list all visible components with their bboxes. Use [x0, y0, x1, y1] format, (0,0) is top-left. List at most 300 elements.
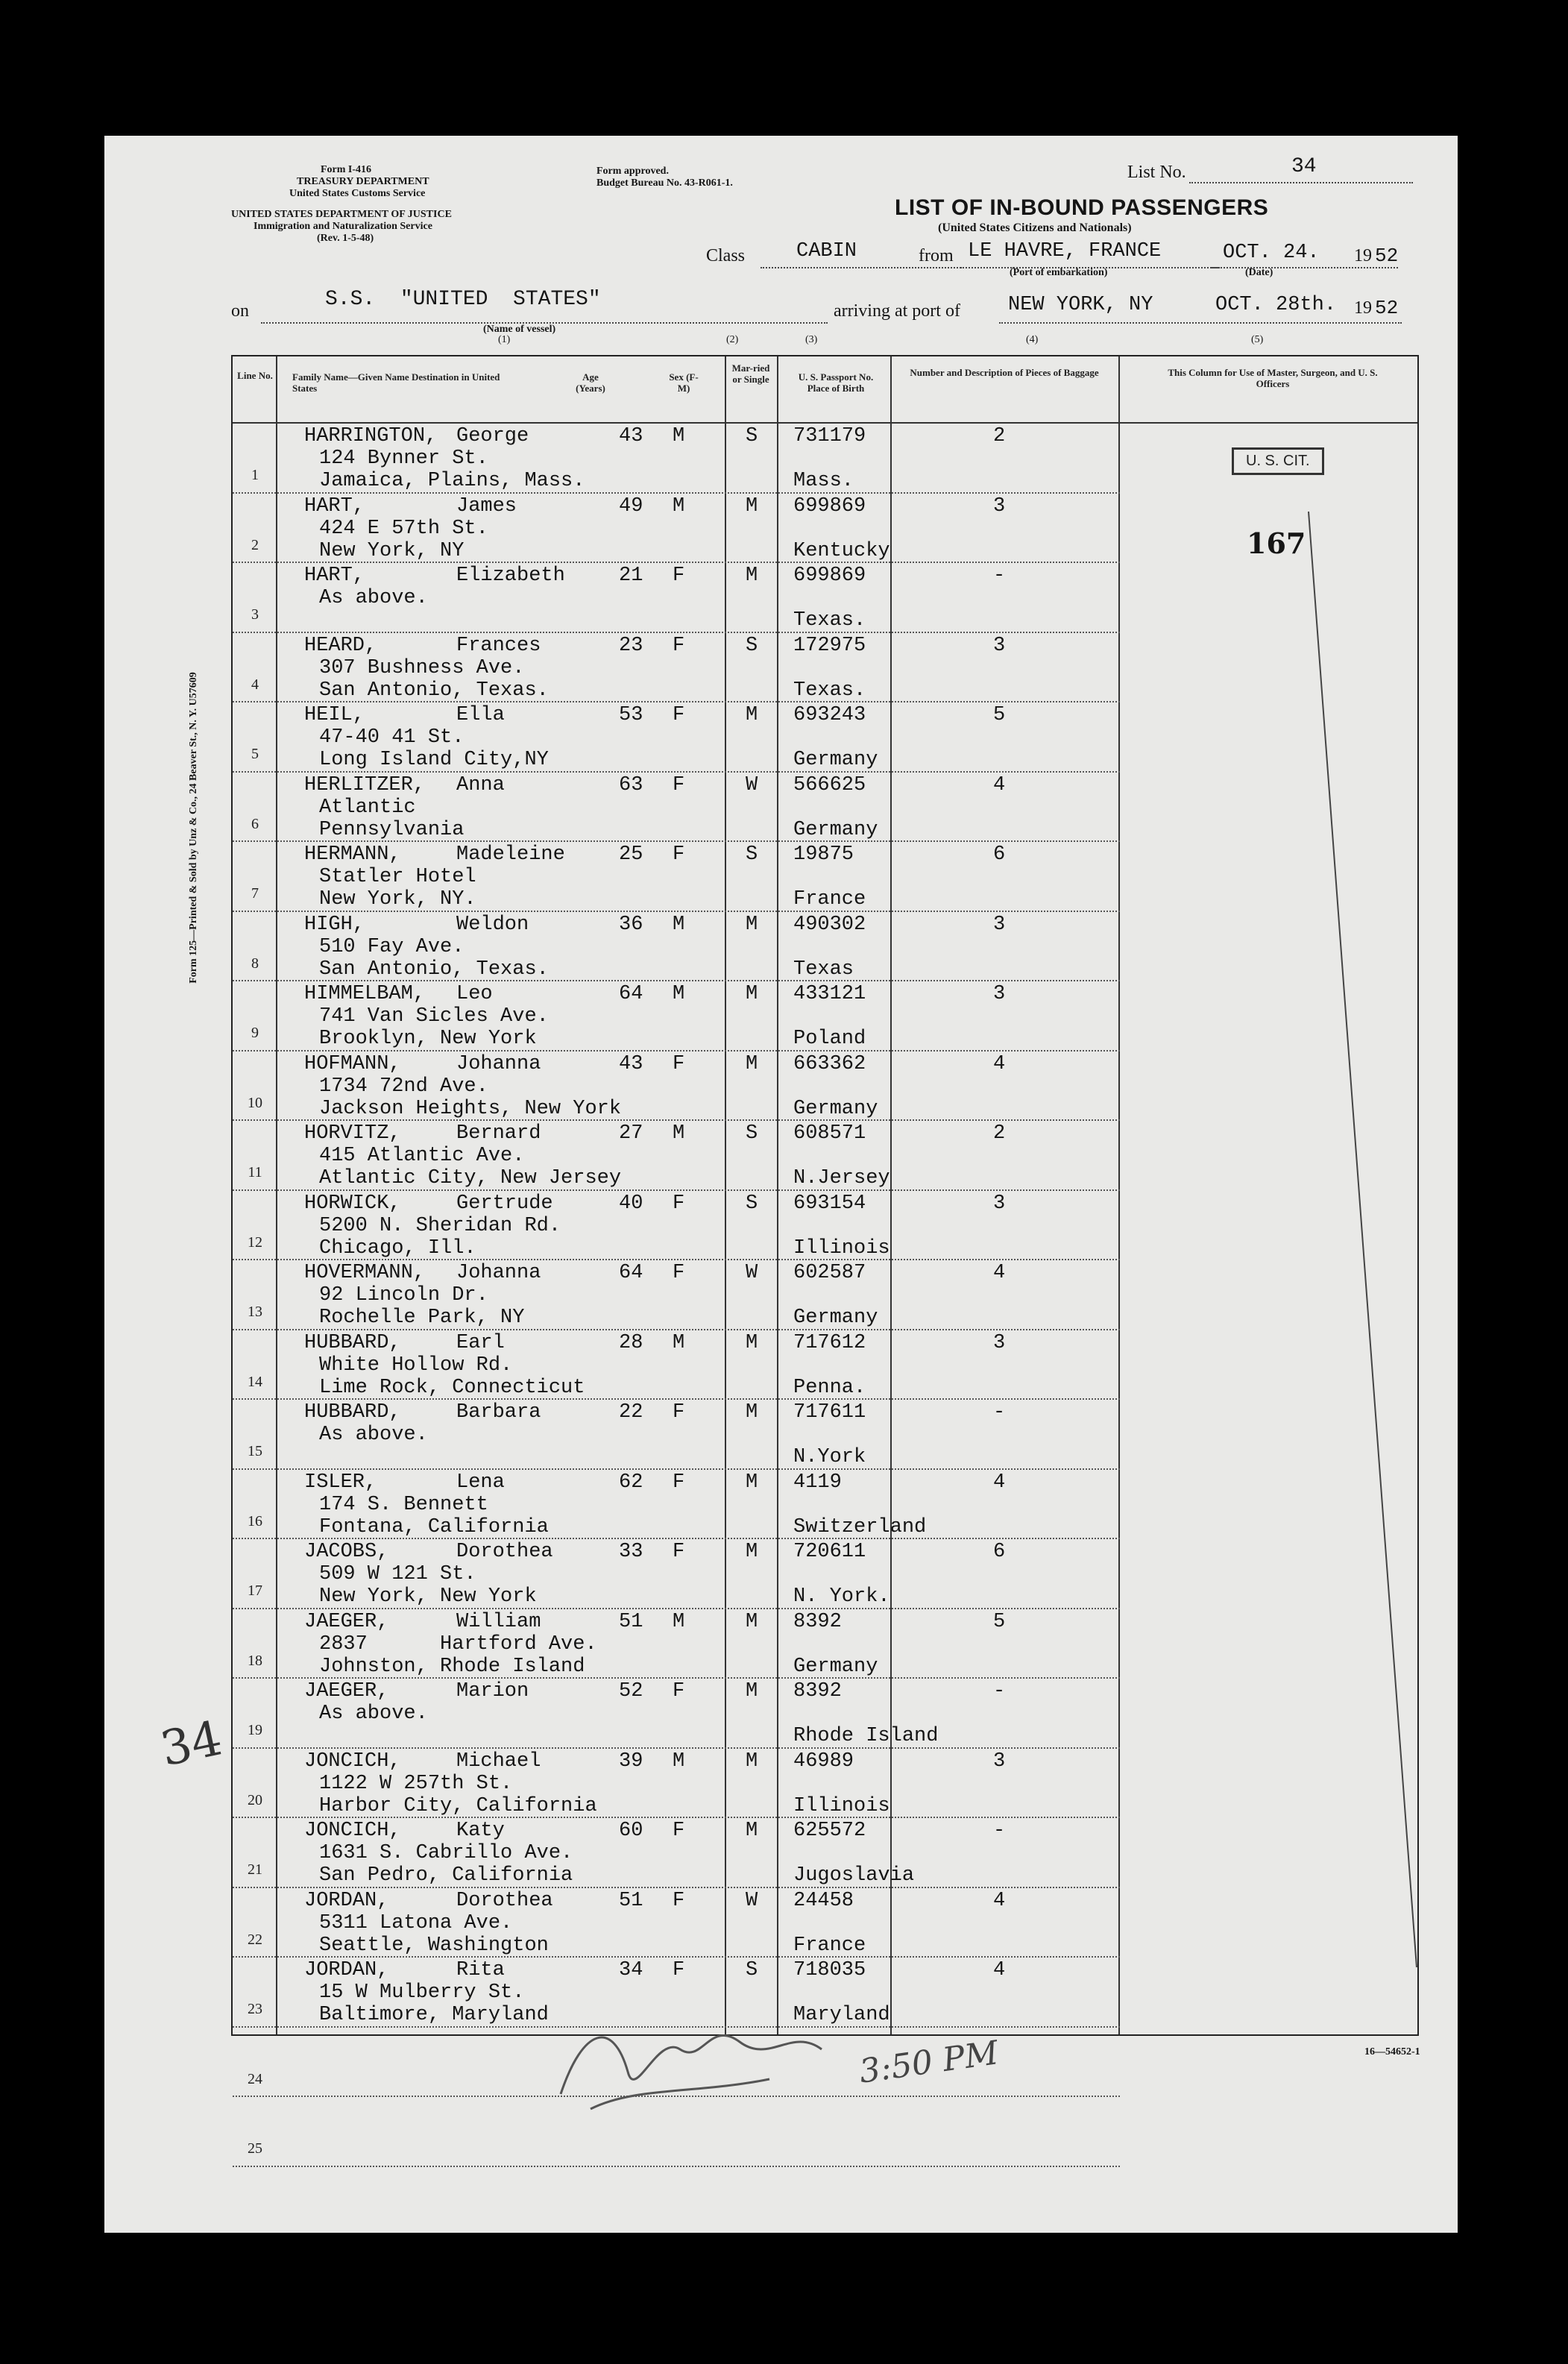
- address-line-1: 510 Fay Ave.: [319, 935, 465, 958]
- passenger-surname: HUBBARD,: [304, 1331, 401, 1354]
- inspection-time: 3:50 PM: [857, 2034, 1001, 2091]
- column-caption-1: (1): [498, 334, 511, 345]
- address-line-2: New York, NY.: [319, 888, 476, 911]
- passenger-given-name: James: [456, 494, 517, 518]
- passport-number: 720611: [793, 1541, 866, 1563]
- column-divider: [1118, 356, 1120, 2034]
- passenger-sex: F: [673, 1541, 685, 1563]
- passenger-surname: JACOBS,: [304, 1541, 389, 1563]
- marital-status: W: [746, 1262, 758, 1284]
- passenger-age: 34: [619, 1959, 643, 1981]
- passenger-sex: F: [673, 1052, 685, 1075]
- passenger-given-name: Leo: [456, 983, 493, 1005]
- passenger-surname: HEIL,: [304, 704, 365, 726]
- place-of-birth: Germany: [793, 1307, 878, 1329]
- address-line-2: Seattle, Washington: [319, 1934, 549, 1957]
- place-of-birth: Germany: [793, 818, 878, 841]
- list-no-value: 34: [1291, 155, 1317, 178]
- row-divider: [233, 1468, 1120, 1470]
- passenger-sex: F: [673, 1262, 685, 1284]
- class-label: Class: [706, 246, 746, 265]
- passenger-given-name: Michael: [456, 1750, 541, 1773]
- baggage-count: -: [993, 565, 1006, 587]
- col-header-baggage: Number and Description of Pieces of Baggage: [910, 367, 1099, 378]
- port-of-embarkation: LE HAVRE, FRANCE: [968, 240, 1162, 263]
- passenger-sex: M: [673, 1331, 685, 1354]
- place-of-birth: Rhode Island: [793, 1725, 939, 1747]
- passenger-surname: HUBBARD,: [304, 1401, 401, 1424]
- column-divider: [276, 356, 277, 2034]
- departure-year-suffix: 52: [1375, 245, 1399, 267]
- place-of-birth: Penna.: [793, 1376, 866, 1399]
- passenger-surname: HORVITZ,: [304, 1122, 401, 1145]
- address-line-2: Jamaica, Plains, Mass.: [319, 470, 585, 492]
- passenger-age: 49: [619, 494, 643, 518]
- line-number: 3: [251, 606, 259, 623]
- passenger-given-name: Barbara: [456, 1401, 541, 1424]
- baggage-count: 3: [993, 1331, 1006, 1354]
- col-header-age: Age (Years): [576, 371, 605, 394]
- line-number: 20: [248, 1791, 262, 1808]
- place-of-birth: Germany: [793, 749, 878, 771]
- marital-status: S: [746, 634, 758, 657]
- passenger-sex: F: [673, 704, 685, 726]
- on-label: on: [231, 301, 249, 321]
- baggage-count: 3: [993, 1750, 1006, 1773]
- passenger-age: 43: [619, 425, 643, 447]
- passenger-sex: M: [673, 983, 685, 1005]
- line-number: 7: [251, 885, 259, 902]
- address-line-2: Baltimore, Maryland: [319, 2004, 549, 2026]
- passenger-surname: HERMANN,: [304, 843, 401, 866]
- baggage-count: -: [993, 1401, 1006, 1424]
- class-value: CABIN: [796, 240, 857, 263]
- passenger-surname: JORDAN,: [304, 1959, 389, 1981]
- address-line-2: Long Island City,NY: [319, 749, 549, 771]
- passenger-given-name: Rita: [456, 1959, 505, 1981]
- baggage-count: 5: [993, 704, 1006, 726]
- line-number: 15: [248, 1443, 262, 1459]
- line-number: 8: [251, 955, 259, 972]
- column-caption-3: (3): [805, 334, 818, 345]
- passenger-age: 51: [619, 1610, 643, 1633]
- printer-side-text: Form 125—Printed & Sold by Unz & Co., 24 Beaver St., N. Y. U57609: [188, 672, 199, 984]
- passenger-given-name: Anna: [456, 773, 505, 796]
- address-line-1: 509 W 121 St.: [319, 1563, 476, 1585]
- vessel-caption: (Name of vessel): [483, 324, 556, 335]
- place-of-birth: Germany: [793, 1097, 878, 1120]
- address-line-2: Harbor City, California: [319, 1794, 597, 1817]
- address-line-2: Pennsylvania: [319, 818, 465, 841]
- passenger-sex: F: [673, 634, 685, 657]
- passenger-sex: F: [673, 843, 685, 866]
- passport-number: 663362: [793, 1052, 866, 1075]
- address-line-1: 124 Bynner St.: [319, 447, 488, 470]
- departure-date: OCT. 24.: [1223, 242, 1320, 264]
- arrival-date: OCT. 28th.: [1215, 294, 1337, 316]
- baggage-count: 3: [993, 494, 1006, 518]
- passenger-age: 27: [619, 1122, 643, 1145]
- line-number: 2: [251, 536, 259, 553]
- passenger-age: 64: [619, 983, 643, 1005]
- date-caption: (Date): [1245, 267, 1273, 278]
- line-number: 16: [248, 1512, 262, 1530]
- address-line-2: Lime Rock, Connecticut: [319, 1376, 585, 1399]
- passenger-sex: F: [673, 1680, 685, 1703]
- place-of-birth: France: [793, 888, 866, 911]
- baggage-count: 2: [993, 425, 1006, 447]
- place-of-birth: Poland: [793, 1028, 866, 1050]
- passenger-given-name: Earl: [456, 1331, 505, 1354]
- passenger-given-name: Gertrude: [456, 1192, 553, 1215]
- inspector-signature: [546, 2005, 859, 2124]
- passport-number: 693154: [793, 1192, 866, 1215]
- passenger-age: 28: [619, 1331, 643, 1354]
- place-of-birth: Texas.: [793, 679, 866, 702]
- address-line-2: Jackson Heights, New York: [319, 1097, 622, 1120]
- address-line-1: Atlantic: [319, 796, 416, 819]
- passenger-sex: M: [673, 1610, 685, 1633]
- passenger-count: 167: [1247, 526, 1306, 560]
- passenger-surname: JONCICH,: [304, 1820, 401, 1842]
- passenger-given-name: Ella: [456, 704, 505, 726]
- passenger-age: 43: [619, 1052, 643, 1075]
- passenger-surname: HIMMELBAM,: [304, 983, 426, 1005]
- marital-status: S: [746, 1122, 758, 1145]
- address-line-1: 5200 N. Sheridan Rd.: [319, 1214, 561, 1237]
- column-caption-5: (5): [1251, 334, 1264, 345]
- passenger-age: 36: [619, 913, 643, 936]
- address-line-1: 415 Atlantic Ave.: [319, 1145, 525, 1167]
- passenger-given-name: Johanna: [456, 1262, 541, 1284]
- passenger-sex: M: [673, 494, 685, 518]
- address-line-1: 307 Bushness Ave.: [319, 656, 525, 679]
- address-line-2: San Antonio, Texas.: [319, 679, 549, 702]
- passenger-given-name: Dorothea: [456, 1541, 553, 1563]
- address-line-2: San Antonio, Texas.: [319, 958, 549, 981]
- baggage-count: 4: [993, 1959, 1006, 1981]
- marital-status: M: [746, 565, 758, 587]
- place-of-birth: France: [793, 1934, 866, 1957]
- passenger-surname: HART,: [304, 565, 365, 587]
- passenger-sex: M: [673, 425, 685, 447]
- passport-number: 608571: [793, 1122, 866, 1145]
- from-label: from: [919, 246, 954, 265]
- passport-number: 699869: [793, 494, 866, 518]
- line-number: 23: [248, 2001, 262, 2017]
- passport-number: 602587: [793, 1262, 866, 1284]
- line-number: 4: [251, 676, 259, 693]
- passenger-surname: HOVERMANN,: [304, 1262, 426, 1284]
- address-line-1: 5311 Latona Ave.: [319, 1911, 513, 1934]
- row-divider: [233, 2166, 1120, 2167]
- passenger-age: 60: [619, 1820, 643, 1842]
- address-line-1: 424 E 57th St.: [319, 517, 488, 540]
- address-line-1: 1631 S. Cabrillo Ave.: [319, 1842, 573, 1864]
- treasury-department: TREASURY DEPARTMENT: [297, 176, 429, 187]
- line-number: 11: [248, 1164, 262, 1181]
- column-caption-2: (2): [726, 334, 739, 345]
- passenger-given-name: Katy: [456, 1820, 505, 1842]
- passenger-given-name: Johanna: [456, 1052, 541, 1075]
- passenger-sex: F: [673, 1820, 685, 1842]
- place-of-birth: Maryland: [793, 2004, 890, 2026]
- passenger-given-name: Weldon: [456, 913, 529, 936]
- header-separator: [233, 422, 1417, 424]
- passenger-sex: F: [673, 1192, 685, 1215]
- passport-number: 731179: [793, 425, 866, 447]
- passport-number: 693243: [793, 704, 866, 726]
- form-number: Form I-416: [321, 164, 372, 175]
- passenger-age: 64: [619, 1262, 643, 1284]
- passport-number: 718035: [793, 1959, 866, 1981]
- marital-status: M: [746, 704, 758, 726]
- passenger-surname: JONCICH,: [304, 1750, 401, 1773]
- column-divider: [890, 356, 892, 2034]
- passport-number: 24458: [793, 1889, 854, 1912]
- col-header-sex: Sex (F-M): [669, 371, 699, 394]
- passenger-age: 52: [619, 1680, 643, 1703]
- address-line-1: As above.: [319, 1424, 428, 1446]
- passport-number: 625572: [793, 1820, 866, 1842]
- passenger-age: 23: [619, 634, 643, 657]
- baggage-count: 4: [993, 1889, 1006, 1912]
- address-line-2: Atlantic City, New Jersey: [319, 1167, 622, 1189]
- row-divider: [233, 1747, 1120, 1749]
- customs-service: United States Customs Service: [289, 188, 426, 199]
- passport-number: 717611: [793, 1401, 866, 1424]
- passport-number: 19875: [793, 843, 854, 866]
- place-of-birth: Kentucky: [793, 539, 890, 562]
- address-line-1: 1734 72nd Ave.: [319, 1075, 488, 1098]
- baggage-count: 3: [993, 634, 1006, 657]
- address-line-1: 92 Lincoln Dr.: [319, 1284, 488, 1307]
- passenger-sex: F: [673, 1471, 685, 1494]
- address-line-1: White Hollow Rd.: [319, 1354, 513, 1377]
- marital-status: M: [746, 494, 758, 518]
- place-of-birth: Switzerland: [793, 1515, 927, 1538]
- line-number: 9: [251, 1025, 259, 1041]
- passenger-sex: F: [673, 1401, 685, 1424]
- passenger-given-name: Madeleine: [456, 843, 565, 866]
- passenger-surname: HERLITZER,: [304, 773, 426, 796]
- passenger-given-name: Lena: [456, 1471, 505, 1494]
- baggage-count: 2: [993, 1122, 1006, 1145]
- vessel-name: S.S. "UNITED STATES": [325, 288, 601, 311]
- officer-check-line: [1306, 506, 1418, 1975]
- passenger-surname: HIGH,: [304, 913, 365, 936]
- passport-number: 46989: [793, 1750, 854, 1773]
- passenger-sex: M: [673, 913, 685, 936]
- baggage-count: 6: [993, 1541, 1006, 1563]
- marital-status: M: [746, 1750, 758, 1773]
- passenger-age: 25: [619, 843, 643, 866]
- passenger-surname: JAEGER,: [304, 1610, 389, 1633]
- document-subtitle: (United States Citizens and Nationals): [938, 221, 1132, 234]
- address-line-1: As above.: [319, 1703, 428, 1725]
- address-line-1: As above.: [319, 587, 428, 609]
- passenger-age: 21: [619, 565, 643, 587]
- place-of-birth: Mass.: [793, 470, 854, 492]
- line-number: 22: [248, 1931, 262, 1948]
- line-number: 24: [248, 2070, 262, 2087]
- arrival-port: NEW YORK, NY: [1008, 294, 1153, 316]
- place-of-birth: Texas.: [793, 609, 866, 632]
- address-line-2: Fontana, California: [319, 1515, 549, 1538]
- passport-number: 717612: [793, 1331, 866, 1354]
- baggage-count: 3: [993, 983, 1006, 1005]
- place-of-birth: N.York: [793, 1446, 866, 1468]
- col-header-name: Family Name—Given Name Destination in United States: [292, 371, 500, 394]
- passenger-sex: F: [673, 1959, 685, 1981]
- col-header-line: Line No.: [237, 370, 273, 381]
- marital-status: M: [746, 1680, 758, 1703]
- passport-number: 8392: [793, 1610, 842, 1633]
- passenger-sex: F: [673, 1889, 685, 1912]
- col-header-married: Mar-ried or Single: [731, 362, 770, 385]
- passenger-surname: HARRINGTON,: [304, 425, 438, 447]
- place-of-birth: N. York.: [793, 1585, 890, 1608]
- line-number: 19: [248, 1722, 262, 1738]
- address-line-1: 174 S. Bennett: [319, 1493, 488, 1516]
- col-header-officers: This Column for Use of Master, Surgeon, and U. S. Officers: [1168, 367, 1378, 389]
- passport-number: 490302: [793, 913, 866, 936]
- passenger-surname: HORWICK,: [304, 1192, 401, 1215]
- marital-status: M: [746, 983, 758, 1005]
- passenger-given-name: Dorothea: [456, 1889, 553, 1912]
- column-divider: [725, 356, 726, 2034]
- marital-status: M: [746, 913, 758, 936]
- passenger-given-name: Frances: [456, 634, 541, 657]
- passport-number: 8392: [793, 1680, 842, 1703]
- column-divider: [777, 356, 778, 2034]
- passenger-age: 63: [619, 773, 643, 796]
- baggage-count: 3: [993, 1192, 1006, 1215]
- passenger-age: 51: [619, 1889, 643, 1912]
- marital-status: M: [746, 1820, 758, 1842]
- line-number: 5: [251, 746, 259, 762]
- place-of-birth: Texas: [793, 958, 854, 981]
- line-number: 21: [248, 1861, 262, 1878]
- passenger-given-name: William: [456, 1610, 541, 1633]
- baggage-count: 6: [993, 843, 1006, 866]
- marital-status: W: [746, 1889, 758, 1912]
- passenger-age: 39: [619, 1750, 643, 1773]
- form-approved: Form approved.: [596, 166, 669, 177]
- address-line-2: New York, New York: [319, 1585, 537, 1608]
- marital-status: M: [746, 1610, 758, 1633]
- marital-status: M: [746, 1541, 758, 1563]
- passenger-given-name: Elizabeth: [456, 565, 565, 587]
- passenger-sex: M: [673, 1750, 685, 1773]
- passenger-surname: JAEGER,: [304, 1680, 389, 1703]
- arrival-year-suffix: 52: [1375, 297, 1399, 319]
- place-of-birth: N.Jersey: [793, 1167, 890, 1189]
- passenger-age: 22: [619, 1401, 643, 1424]
- budget-bureau-no: Budget Bureau No. 43-R061-1.: [596, 177, 733, 189]
- column-caption-4: (4): [1026, 334, 1039, 345]
- address-line-1: 1122 W 257th St.: [319, 1772, 513, 1795]
- baggage-count: 4: [993, 1052, 1006, 1075]
- form-revision: (Rev. 1-5-48): [317, 233, 374, 244]
- footer-form-code: 16—54652-1: [1364, 2046, 1420, 2058]
- passport-number: 566625: [793, 773, 866, 796]
- address-line-1: 47-40 41 St.: [319, 726, 465, 749]
- list-no-label: List No.: [1127, 163, 1186, 182]
- line-number: 10: [248, 1094, 262, 1111]
- passenger-age: 53: [619, 704, 643, 726]
- passenger-age: 33: [619, 1541, 643, 1563]
- line-number: 12: [248, 1233, 262, 1251]
- marital-status: M: [746, 1471, 758, 1494]
- passport-number: 433121: [793, 983, 866, 1005]
- col-header-passport: U. S. Passport No. Place of Birth: [798, 371, 874, 394]
- address-line-1: 2837 Hartford Ave.: [319, 1632, 597, 1656]
- marital-status: S: [746, 843, 758, 866]
- departure-year-prefix: 19: [1354, 246, 1372, 265]
- baggage-count: -: [993, 1820, 1006, 1842]
- marital-status: W: [746, 773, 758, 796]
- passenger-sex: F: [673, 565, 685, 587]
- passenger-given-name: Bernard: [456, 1122, 541, 1145]
- marital-status: M: [746, 1401, 758, 1424]
- place-of-birth: Illinois: [793, 1794, 890, 1817]
- line-number: 14: [248, 1373, 262, 1390]
- address-line-2: New York, NY: [319, 539, 465, 562]
- arrival-year-prefix: 19: [1354, 298, 1372, 318]
- baggage-count: 4: [993, 773, 1006, 796]
- baggage-count: -: [993, 1680, 1006, 1703]
- passenger-surname: ISLER,: [304, 1471, 377, 1494]
- baggage-count: 4: [993, 1471, 1006, 1494]
- address-line-2: Johnston, Rhode Island: [319, 1655, 585, 1678]
- immigration-service: Immigration and Naturalization Service: [254, 221, 432, 232]
- address-line-2: San Pedro, California: [319, 1864, 573, 1887]
- address-line-1: Statler Hotel: [319, 866, 476, 888]
- baggage-count: 5: [993, 1610, 1006, 1633]
- marital-status: M: [746, 1331, 758, 1354]
- passport-number: 699869: [793, 565, 866, 587]
- place-of-birth: Illinois: [793, 1236, 890, 1260]
- line-number: 1: [251, 467, 259, 483]
- line-number: 6: [251, 815, 259, 832]
- marital-status: S: [746, 1959, 758, 1981]
- row-divider: [233, 632, 1120, 633]
- passenger-age: 62: [619, 1471, 643, 1494]
- passenger-surname: HOFMANN,: [304, 1052, 401, 1075]
- line-number: 18: [248, 1652, 262, 1669]
- line-number: 25: [248, 2140, 262, 2157]
- justice-department: UNITED STATES DEPARTMENT OF JUSTICE: [231, 209, 452, 220]
- manifest-page: [104, 136, 1458, 2233]
- baggage-count: 3: [993, 913, 1006, 936]
- passenger-surname: HART,: [304, 494, 365, 518]
- address-line-2: Chicago, Ill.: [319, 1236, 476, 1260]
- passport-number: 172975: [793, 634, 866, 657]
- address-line-2: Brooklyn, New York: [319, 1028, 537, 1050]
- baggage-count: 4: [993, 1262, 1006, 1284]
- document-title: LIST OF IN-BOUND PASSENGERS: [895, 195, 1269, 220]
- arriving-label: arriving at port of: [834, 301, 960, 321]
- margin-handwritten-note: 34: [156, 1711, 227, 1778]
- passenger-sex: M: [673, 1122, 685, 1145]
- passport-number: 4119: [793, 1471, 842, 1494]
- address-line-1: 741 Van Sicles Ave.: [319, 1005, 549, 1028]
- address-line-2: Rochelle Park, NY: [319, 1307, 525, 1329]
- marital-status: M: [746, 1052, 758, 1075]
- line-number: 13: [248, 1304, 262, 1320]
- marital-status: S: [746, 425, 758, 447]
